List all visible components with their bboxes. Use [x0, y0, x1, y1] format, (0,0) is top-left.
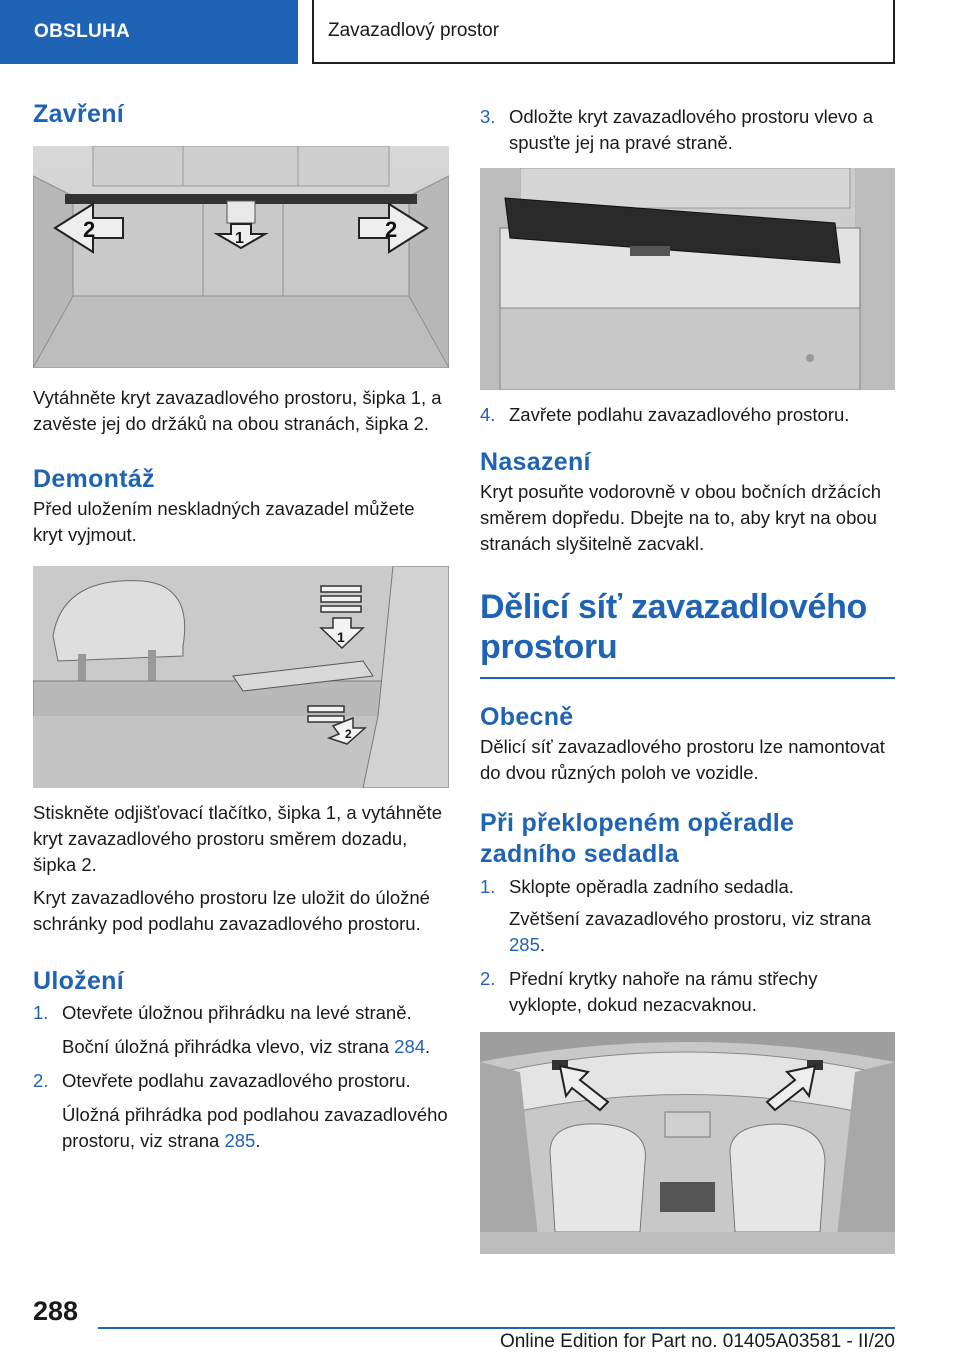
step-number: 2.	[480, 968, 496, 989]
step-text: Přední krytky nahoře na rámu střechy vyklopte, dokud nezacvaknou.	[509, 968, 818, 1015]
heading-storage: Uložení	[33, 967, 124, 995]
storage-step-3	[480, 104, 895, 156]
heading-closing: Zavření	[33, 100, 125, 128]
storage-step-4	[480, 402, 895, 428]
chapter-title: Zavazadlový prostor	[328, 20, 500, 41]
punctuation: .	[425, 1036, 431, 1057]
page-link-285[interactable]: 285	[509, 934, 540, 955]
step-number: 1.	[480, 876, 496, 897]
left-column	[33, 100, 449, 1154]
step-text: Otevřete úložnou přihrádku na levé straně.	[62, 1002, 412, 1023]
step-number: 1.	[33, 1002, 49, 1023]
heading-general: Obecně	[480, 703, 574, 731]
net-step-1-ref	[480, 906, 895, 958]
removal-intro: Před uložením neskladných zavazadel můžete kryt vyjmout.	[33, 498, 415, 545]
reference-text: Úložná přihrádka pod podlahou zavazadlového prostoru, viz strana	[62, 1104, 448, 1151]
page-link-285[interactable]: 285	[224, 1130, 256, 1151]
edition-footer: Online Edition for Part no. 01405A03581 - II/20	[499, 1331, 895, 1352]
photo-roof-covers	[480, 1032, 895, 1254]
image-label: 2	[345, 727, 352, 741]
storage-step-2	[33, 1068, 449, 1094]
step-number: 3.	[480, 106, 496, 127]
step-text: Sklopte opěradla zadního sedadla.	[509, 876, 794, 897]
right-column	[480, 104, 895, 1254]
closing-text: Vytáhněte kryt zavazadlového prostoru, šipka 1, a zavěste jej do držáků na obou stranách, šipka 2.	[33, 387, 442, 434]
punctuation: .	[255, 1130, 261, 1151]
general-text: Dělicí síť zavazadlového prostoru lze namontovat do dvou různých poloh ve vozidle.	[480, 736, 885, 783]
image-label: 2	[83, 217, 96, 242]
net-step-2	[480, 966, 895, 1018]
storage-step-1	[33, 1000, 449, 1026]
image-label: 1	[337, 629, 345, 645]
section-tab	[0, 0, 298, 64]
footer-rule	[98, 1327, 895, 1329]
net-step-1	[480, 874, 895, 900]
removal-text-1: Stiskněte odjišťovací tlačítko, šipka 1, a vytáhněte kryt zavazadlového prostoru směrem dozadu, šipka 2.	[33, 802, 443, 875]
punctuation: .	[539, 934, 546, 955]
photo-removal	[33, 566, 449, 788]
storage-step-1-ref	[33, 1034, 449, 1060]
step-number: 4.	[480, 404, 496, 425]
heading-partition-net: Dělicí síť zavazadlového prostoru	[480, 588, 868, 666]
step-text: Otevřete podlahu zavazadlového prostoru.	[62, 1070, 411, 1091]
photo-closing-cover	[33, 146, 449, 368]
storage-step-2-ref	[33, 1102, 449, 1154]
step-number: 2.	[33, 1070, 49, 1091]
page-number: 288	[33, 1296, 79, 1326]
heading-insert: Nasazení	[480, 448, 591, 476]
step-text: Zavřete podlahu zavazadlového prostoru.	[509, 404, 850, 425]
chapter-header	[312, 0, 895, 64]
image-label: 1	[235, 230, 244, 247]
section-title: OBSLUHA	[34, 21, 131, 42]
heading-folded-backrest: Při překlopeném opěradle zadního sedadla	[480, 809, 795, 868]
removal-text-2: Kryt zavazadlového prostoru lze uložit do úložné schránky pod podlahu zavazadlového prostoru.	[33, 887, 430, 934]
step-text: Odložte kryt zavazadlového prostoru vlevo a spusťte jej na pravé straně.	[509, 106, 874, 153]
heading-removal: Demontáž	[33, 465, 155, 493]
reference-text: Boční úložná přihrádka vlevo, viz strana	[62, 1036, 395, 1057]
reference-text: Zvětšení zavazadlového prostoru, viz strana	[509, 908, 871, 929]
photo-stowing-cover	[480, 168, 895, 390]
heading-rule	[480, 677, 895, 679]
image-label: 2	[385, 217, 398, 242]
page-link-284[interactable]: 284	[394, 1036, 426, 1057]
insert-text: Kryt posuňte vodorovně v obou bočních držácích směrem dopředu. Dbejte na to, aby kryt na obou stranách slyšitelně zacvakl.	[480, 481, 882, 554]
